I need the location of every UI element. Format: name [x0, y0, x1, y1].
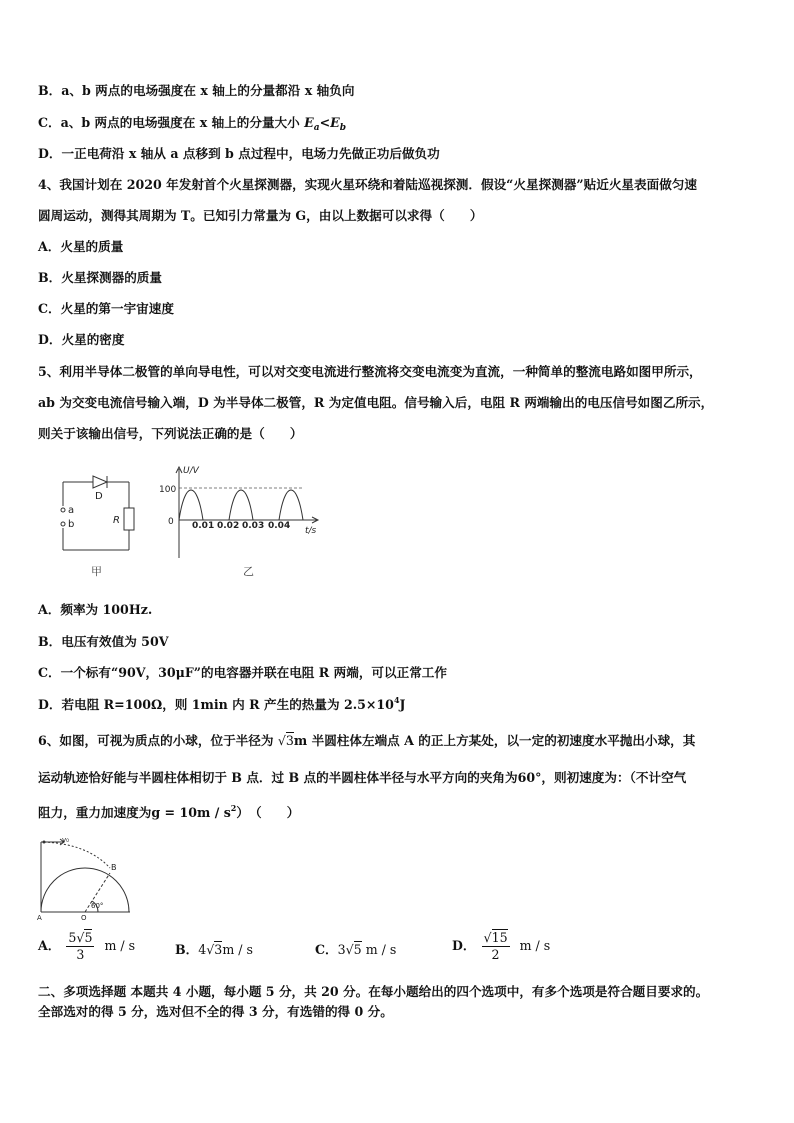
- q6-stem-line2: 运动轨迹恰好能与半圆柱体相切于 B 点．过 B 点的半圆柱体半径与水平方向的夹角为60°，则初速度为：（不计空气: [38, 770, 687, 785]
- q6-option-a-fraction: $\frac{5√5}{3}$: [68, 930, 93, 962]
- q5-circuit-label-d: D: [95, 491, 103, 502]
- q5-option-c: C．一个标有“90V，30μF”的电容器并联在电阻 R 两端，可以正常工作: [38, 665, 447, 680]
- q5-circuit-label-r: R: [113, 515, 120, 526]
- q5-stem-line3: 则关于该输出信号，下列说法正确的是（ ）: [38, 426, 303, 441]
- q5-graph-ylabel: U/V: [183, 466, 199, 476]
- section2-heading-line1: 二、多项选择题 本题共 4 小题，每小题 5 分，共 20 分。在每小题给出的四个选项中，有多个选项是符合题目要求的。: [38, 984, 709, 999]
- q3-option-c-text: C．a、b 两点的电场强度在 x 轴上的分量大小: [38, 115, 305, 130]
- q5-option-b: B．电压有效值为 50V: [38, 634, 169, 649]
- q6-option-d: D． $\frac{√15}{2}$ m / s: [452, 930, 551, 962]
- q4-option-b: B．火星探测器的质量: [38, 270, 162, 285]
- q5-stem-line2: ab 为交变电流信号输入端，D 为半导体二极管，R 为定值电阻。信号输入后，电阻 R 两端输出的电压信号如图乙所示，: [38, 395, 714, 410]
- q3-option-c-ea: $E_a$: [304, 115, 320, 133]
- q5-graph-xtick: 0.02: [217, 521, 240, 531]
- voltage-hump: [279, 490, 303, 520]
- q6-projectile-figure: [36, 836, 136, 920]
- q3-option-b: B．a、b 两点的电场强度在 x 轴上的分量都沿 x 轴负向: [38, 83, 355, 98]
- q6-radius-sqrt: √3: [277, 733, 294, 748]
- q5-graph-ytick-100: 100: [159, 485, 177, 495]
- q5-circuit-diagram: [55, 470, 145, 580]
- q5-option-d-text: D．若电阻 R=100Ω，则 1min 内 R 产生的热量为 2.5×10: [38, 697, 394, 712]
- q5-graph-xtick: 0.04: [268, 521, 291, 531]
- q5-graph-xlabel: t/s: [305, 526, 317, 536]
- q6-stem-line3-a: 阻力，重力加速度为g = 10m / s: [38, 805, 231, 820]
- q5-graph-caption: 乙: [243, 565, 254, 578]
- q3-option-c-eb: $E_b$: [330, 115, 347, 133]
- q5-option-d: [38, 696, 406, 714]
- q5-voltage-graph: [155, 463, 325, 580]
- q6-stem-line3-exp: 2: [230, 803, 237, 813]
- q5-stem-line1: 5、利用半导体二极管的单向导电性，可以对交变电流进行整流将交变电流变为直流，一种简单的整流电路如图甲所示，: [38, 364, 702, 379]
- q5-graph-origin: 0: [168, 517, 174, 527]
- q6-fig-label-v0: v₀: [62, 836, 69, 844]
- section2-heading-line2: 全部选对的得 5 分，选对但不全的得 3 分，有选错的得 0 分。: [38, 1004, 393, 1019]
- q3-option-d: D．一正电荷沿 x 轴从 a 点移到 b 点过程中，电场力先做正功后做负功: [38, 146, 440, 161]
- q6-fig-label-a: A: [37, 914, 42, 920]
- q5-option-d-exponent: 4: [393, 695, 400, 705]
- q3-option-c: [38, 114, 346, 132]
- q4-option-c: C．火星的第一宇宙速度: [38, 301, 174, 316]
- q6-stem-line3-b: ） （ ）: [236, 805, 300, 820]
- q6-option-a: A． $\frac{5√5}{3}$ m / s: [38, 930, 136, 962]
- q6-stem-line1-b: m 半圆柱体左端点 A 的正上方某处，以一定的初速度水平抛出小球，其: [293, 733, 696, 748]
- q5-option-a: A．频率为 100Hz.: [38, 602, 153, 617]
- q5-circuit-label-a: a: [68, 505, 75, 516]
- q5-option-d-unit: J: [399, 697, 406, 712]
- voltage-hump: [229, 490, 253, 520]
- q6-fig-label-angle: 60°: [91, 902, 104, 910]
- q5-graph-xtick: 0.03: [242, 521, 265, 531]
- voltage-hump: [179, 490, 203, 520]
- q4-stem-line1: 4、我国计划在 2020 年发射首个火星探测器，实现火星环绕和着陆巡视探测．假设“火星探测器”贴近火星表面做匀速: [38, 177, 697, 192]
- q4-option-d: D．火星的密度: [38, 332, 125, 347]
- q4-stem-line2: 圆周运动，测得其周期为 T。已知引力常量为 G，由以上数据可以求得（ ）: [38, 208, 483, 223]
- q6-fig-label-b: B: [111, 863, 117, 872]
- q6-option-c: C．3√5 m / s: [315, 942, 397, 957]
- q6-option-d-fraction: $\frac{√15}{2}$: [483, 930, 508, 962]
- q6-stem-line1-a: 6、如图，可视为质点的小球，位于半径为: [38, 733, 274, 748]
- q6-fig-label-o: O: [81, 914, 87, 920]
- q5-graph-xtick: 0.01: [192, 521, 215, 531]
- q4-option-a: A．火星的质量: [38, 239, 124, 254]
- q5-voltage-waveform: [179, 490, 303, 520]
- q3-option-c-lt: <: [319, 115, 331, 130]
- q6-option-b: B．4√3m / s: [175, 942, 253, 957]
- q5-circuit-caption: 甲: [91, 565, 102, 578]
- diode-icon: [93, 476, 107, 488]
- q5-circuit-label-b: b: [68, 519, 75, 530]
- q6-stem-line1: [38, 732, 695, 750]
- q6-stem-line3: [38, 804, 299, 822]
